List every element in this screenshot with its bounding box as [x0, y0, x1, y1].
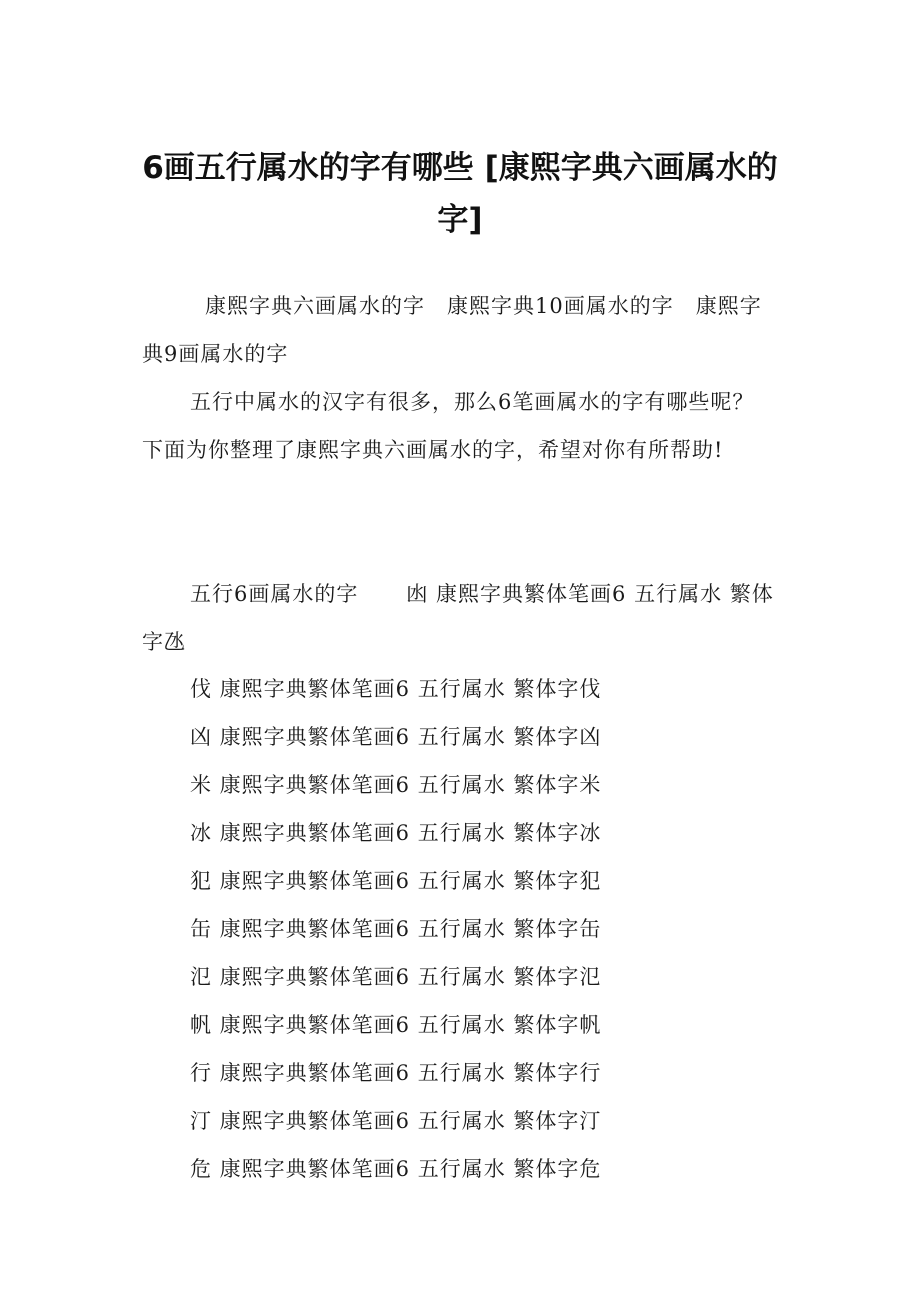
section-paragraph — [142, 570, 782, 666]
related-links-paragraph: 康熙字典六画属水的字 康熙字典10画属水的字 康熙字典9画属水的字 — [142, 294, 762, 366]
list-item: 帆 康熙字典繁体笔画6 五行属水 繁体字帆 — [190, 1013, 602, 1037]
list-item: 行 康熙字典繁体笔画6 五行属水 繁体字行 — [190, 1061, 602, 1085]
list-item: 凶 康熙字典繁体笔画6 五行属水 繁体字凶 — [190, 725, 602, 749]
list-item: 危 康熙字典繁体笔画6 五行属水 繁体字危 — [190, 1157, 602, 1181]
intro-paragraph: 五行中属水的汉字有很多，那么6笔画属水的字有哪些呢？下面为你整理了康熙字典六画属水的字，希望对你有所帮助! — [142, 390, 755, 462]
list-item: 氾 康熙字典繁体笔画6 五行属水 繁体字氾 — [190, 965, 602, 989]
section-heading: 五行6画属水的字 — [190, 582, 359, 606]
list-item: 米 康熙字典繁体笔画6 五行属水 繁体字米 — [190, 773, 602, 797]
list-item: 汀 康熙字典繁体笔画6 五行属水 繁体字汀 — [190, 1109, 602, 1133]
list-item: 缶 康熙字典繁体笔画6 五行属水 繁体字缶 — [190, 917, 602, 941]
list-item: 犯 康熙字典繁体笔画6 五行属水 繁体字犯 — [190, 869, 602, 893]
entry-list — [190, 665, 601, 1193]
list-item: 冰 康熙字典繁体笔画6 五行属水 繁体字冰 — [190, 821, 602, 845]
first-entry: 凼 康熙字典繁体笔画6 五行属水 繁体字氹 — [142, 582, 774, 654]
list-item: 伐 康熙字典繁体笔画6 五行属水 繁体字伐 — [190, 677, 602, 701]
document-title: 6画五行属水的字有哪些 [康熙字典六画属水的字] — [142, 150, 778, 238]
